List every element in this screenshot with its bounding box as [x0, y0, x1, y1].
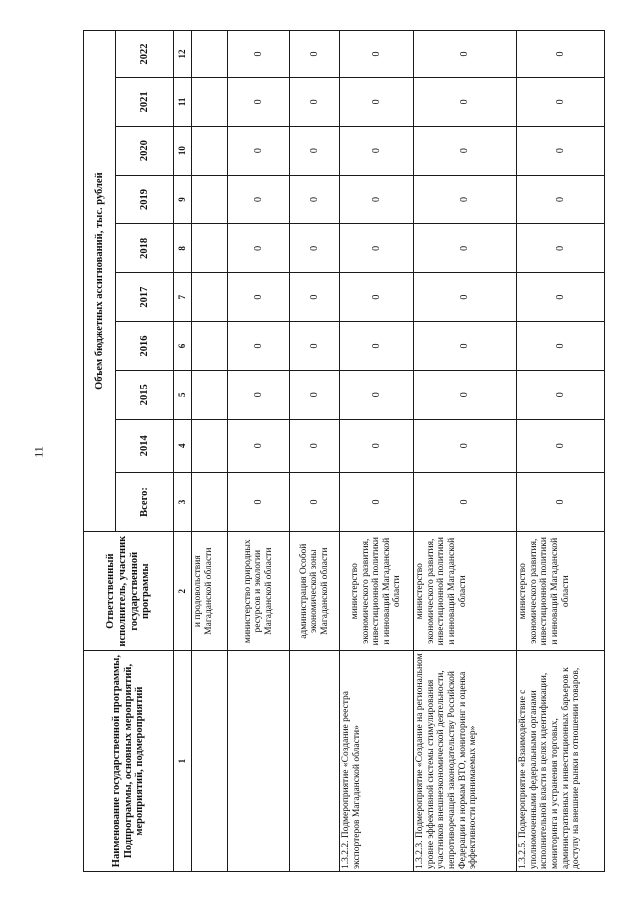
- header-year: 2018: [116, 224, 174, 273]
- value-cell: 0: [228, 31, 290, 78]
- column-number: 8: [174, 224, 192, 273]
- value-cell: 0: [228, 273, 290, 322]
- value-cell: 0: [517, 126, 605, 175]
- row-name: 1.3.2.3. Подмероприятие «Создание на региональном уровне эффективной системы стимулирования участников внешнеэкономической деятельности, непротиворечащей законодательству Российской Федерации и нормам ВТО, мониторинг и оценка эффективности принимаемых мер»: [414, 651, 517, 872]
- value-cell: [192, 77, 228, 126]
- table-row: [228, 31, 290, 872]
- value-cell: 0: [517, 224, 605, 273]
- value-cell: 0: [340, 175, 414, 224]
- value-cell: 0: [414, 419, 517, 472]
- table-row: [517, 31, 605, 872]
- row-responsible: министерство экономического развития, инвестиционной политики и инноваций Магаданской области: [517, 532, 605, 651]
- value-cell: [192, 126, 228, 175]
- value-cell: 0: [517, 322, 605, 371]
- value-cell: 0: [517, 472, 605, 531]
- value-cell: 0: [414, 77, 517, 126]
- value-cell: 0: [340, 322, 414, 371]
- column-number: 4: [174, 419, 192, 472]
- value-cell: 0: [340, 77, 414, 126]
- row-responsible: администрация Особой экономической зоны Магаданской области: [290, 532, 340, 651]
- value-cell: 0: [228, 126, 290, 175]
- row-responsible: министерство экономического развития, инвестиционной политики и инноваций Магаданской области: [340, 532, 414, 651]
- value-cell: 0: [340, 472, 414, 531]
- column-number: 6: [174, 322, 192, 371]
- table-row: [340, 31, 414, 872]
- value-cell: 0: [414, 472, 517, 531]
- table-row: [290, 31, 340, 872]
- value-cell: 0: [290, 472, 340, 531]
- value-cell: 0: [517, 77, 605, 126]
- value-cell: 0: [228, 224, 290, 273]
- header-responsible: Ответственный исполнитель, участник государственной программы: [84, 532, 174, 651]
- value-cell: [192, 322, 228, 371]
- value-cell: 0: [340, 126, 414, 175]
- header-year: 2020: [116, 126, 174, 175]
- value-cell: 0: [290, 77, 340, 126]
- value-cell: [192, 224, 228, 273]
- value-cell: 0: [517, 370, 605, 419]
- row-name: [228, 651, 290, 872]
- column-number: 1: [174, 651, 192, 872]
- value-cell: [192, 472, 228, 531]
- value-cell: 0: [290, 224, 340, 273]
- column-number: 7: [174, 273, 192, 322]
- header-total: Всего:: [116, 472, 174, 531]
- value-cell: 0: [290, 419, 340, 472]
- value-cell: [192, 273, 228, 322]
- value-cell: [192, 31, 228, 78]
- row-name: 1.3.2.2. Подмероприятие «Создание реестра экспортеров Магаданской области»: [340, 651, 414, 872]
- column-number-row: [174, 31, 192, 872]
- column-number: 3: [174, 472, 192, 531]
- header-year: 2019: [116, 175, 174, 224]
- value-cell: 0: [340, 370, 414, 419]
- column-number: 2: [174, 532, 192, 651]
- value-cell: 0: [290, 126, 340, 175]
- column-number: 11: [174, 77, 192, 126]
- header-year: 2015: [116, 370, 174, 419]
- column-number: 9: [174, 175, 192, 224]
- budget-table: [83, 30, 605, 872]
- row-name: [192, 651, 228, 872]
- row-responsible: министерство природных ресурсов и экологии Магаданской области: [228, 532, 290, 651]
- value-cell: 0: [290, 322, 340, 371]
- table-row: [414, 31, 517, 872]
- value-cell: 0: [228, 77, 290, 126]
- value-cell: 0: [414, 126, 517, 175]
- value-cell: 0: [228, 370, 290, 419]
- value-cell: 0: [340, 273, 414, 322]
- value-cell: 0: [340, 31, 414, 78]
- header-year: 2022: [116, 31, 174, 78]
- table-row: [192, 31, 228, 872]
- value-cell: 0: [414, 370, 517, 419]
- value-cell: 0: [340, 419, 414, 472]
- row-responsible: министерство экономического развития, инвестиционной политики и инноваций Магаданской области: [414, 532, 517, 651]
- header-year: 2021: [116, 77, 174, 126]
- page-number: 11: [31, 446, 46, 458]
- value-cell: 0: [290, 175, 340, 224]
- value-cell: 0: [414, 31, 517, 78]
- value-cell: 0: [228, 472, 290, 531]
- value-cell: 0: [414, 224, 517, 273]
- value-cell: 0: [517, 31, 605, 78]
- value-cell: 0: [517, 175, 605, 224]
- value-cell: 0: [517, 273, 605, 322]
- value-cell: 0: [290, 370, 340, 419]
- value-cell: 0: [340, 224, 414, 273]
- header-year: 2014: [116, 419, 174, 472]
- value-cell: [192, 419, 228, 472]
- row-responsible: и продовольствия Магаданской области: [192, 532, 228, 651]
- value-cell: 0: [228, 175, 290, 224]
- header-row-1: [84, 31, 116, 872]
- value-cell: 0: [414, 322, 517, 371]
- value-cell: 0: [517, 419, 605, 472]
- rotated-table-page: [83, 30, 582, 872]
- header-name: Наименование государственной программы, Подпрограммы, основных мероприятий, мероприятий, подмероприятий: [84, 651, 174, 872]
- column-number: 12: [174, 31, 192, 78]
- header-year: 2016: [116, 322, 174, 371]
- value-cell: [192, 370, 228, 419]
- row-name: [290, 651, 340, 872]
- column-number: 5: [174, 370, 192, 419]
- column-number: 10: [174, 126, 192, 175]
- header-year: 2017: [116, 273, 174, 322]
- value-cell: 0: [290, 31, 340, 78]
- value-cell: 0: [414, 175, 517, 224]
- value-cell: 0: [228, 419, 290, 472]
- header-volume: Объем бюджетных ассигнований, тыс. рублей: [84, 31, 116, 532]
- row-name: 1.3.2.5. Подмероприятие «Взаимодействие с уполномоченными федеральными органами исполнительной власти в целях идентификации, мониторинга и устранения торговых, административных и инвестиционных барьеров к доступу на внешние рынки в отношении товаров,: [517, 651, 605, 872]
- value-cell: 0: [290, 273, 340, 322]
- value-cell: [192, 175, 228, 224]
- value-cell: 0: [414, 273, 517, 322]
- value-cell: 0: [228, 322, 290, 371]
